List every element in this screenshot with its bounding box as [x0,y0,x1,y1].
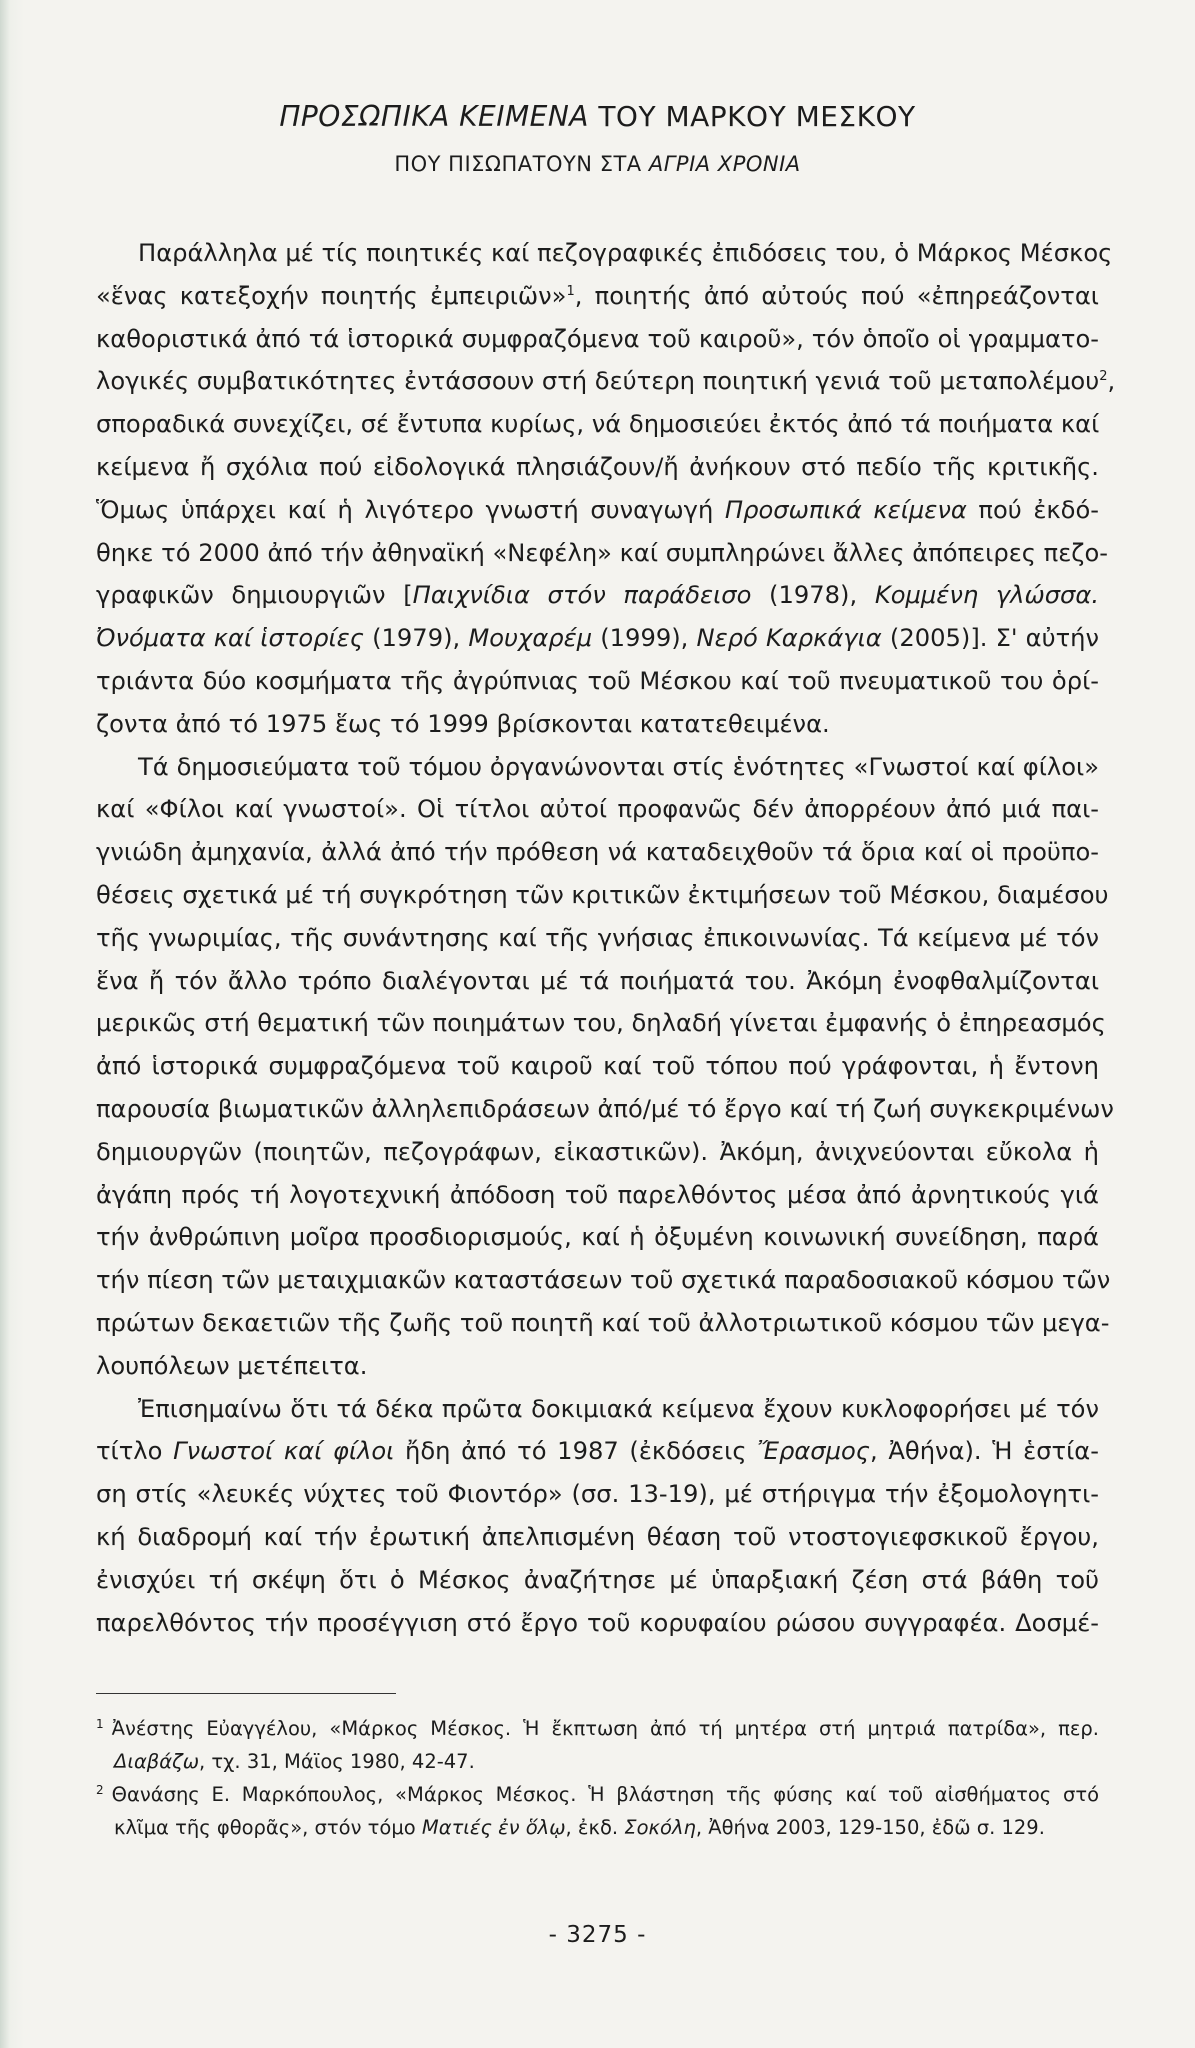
body-text [96,232,1116,1644]
text-line: πρώτων δεκαετιῶν τῆς ζωῆς τοῦ ποιητῆ καί τοῦ ἀλλοτριωτικοῦ κόσμου τῶν μεγα- [96,1308,1110,1337]
text-line: Ὀνόματα καί ἱστορίες (1979), Μουχαρέμ (1999), Νερό Καρκάγια (2005)]. Σ' αὐτήν [96,624,1099,653]
text-line: σποραδικά συνεχίζει, σέ ἔντυπα κυρίως, νά δημοσιεύει ἐκτός ἀπό τά ποιήματα καί [96,410,1100,439]
text-line: καθοριστικά ἀπό τά ἱστορικά συμφραζόμενα τοῦ καιροῦ», τόν ὁποῖο οἱ γραμματο- [96,324,1099,353]
paragraph-1 [96,232,1116,746]
title-italic: ΠΡΟΣΩΠΙΚΑ ΚΕΙΜΕΝΑ [279,100,589,133]
text-line: γραφικῶν δημιουργιῶν [Παιχνίδια στόν παράδεισο (1978), Κομμένη γλώσσα. [96,581,1100,610]
text-line: Παράλληλα μέ τίς ποιητικές καί πεζογραφικές ἐπιδόσεις του, ὁ Μάρκος Μέσκος [138,239,1113,267]
footnote-1: $^1$ Ἀνέστης Εὐαγγέλου, «Μάρκος Μέσκος. Ἡ ἔκπτωση ἀπό τή μητέρα στή μητριά πατρίδα», περ. [96,1716,1099,1740]
text-line: ση στίς «λευκές νύχτες τοῦ Φιοντόρ» (σσ. 13-19), μέ στήριγμα τήν ἐξομολογητι- [96,1480,1099,1509]
text-line: Ὅμως ὑπάρχει καί ἡ λιγότερο γνωστή συναγωγή Προσωπικά κείμενα πού ἐκδό- [96,495,1099,524]
subtitle-plain: ΠΟΥ ΠΙΣΩΠΑΤΟΥΝ ΣΤΑ [394,152,649,176]
text-line: κείμενα ἤ σχόλια πού εἰδολογικά πλησιάζουν/ἤ ἀνήκουν στό πεδίο τῆς κριτικῆς. [96,452,1099,481]
text-line: θέσεις σχετικά μέ τή συγκρότηση τῶν κριτικῶν ἐκτιμήσεων τοῦ Μέσκου, διαμέσου [96,880,1109,909]
text-line: ζοντα ἀπό τό 1975 ἕως τό 1999 βρίσκονται κατατεθειμένα. [96,709,830,738]
subtitle-italic: ΑΓΡΙΑ ΧΡΟΝΙΑ [648,152,801,176]
footnote-ref-2: 2 [1099,369,1108,385]
title-rest: ΤΟΥ ΜΑΡΚΟΥ ΜΕΣΚΟΥ [588,100,916,133]
text-line: τριάντα δύο κοσμήματα τῆς ἀγρύπνιας τοῦ Μέσκου καί τοῦ πνευματικοῦ του ὁρί- [96,666,1099,695]
footnotes [96,1712,1099,1844]
text-line: λογικές συμβατικότητες ἐντάσσουν στή δεύτερη ποιητική γενιά τοῦ μεταπολέμου$^2$, [96,367,1116,396]
text-line: ἀπό ἱστορικά συμφραζόμενα τοῦ καιροῦ καί τοῦ τόπου πού γράφονται, ἡ ἔντονη [96,1052,1099,1081]
footnote-1-cont: Διαβάζω, τχ. 31, Μάϊος 1980, 42-47. [114,1750,475,1773]
text-line: δημιουργῶν (ποιητῶν, πεζογράφων, εἰκαστικῶν). Ἀκόμη, ἀνιχνεύονται εὔκολα ἡ [96,1137,1099,1166]
text-line: θηκε τό 2000 ἀπό τήν ἀθηναϊκή «Νεφέλη» καί συμπληρώνει ἄλλες ἀπόπειρες πεζο- [96,538,1108,567]
text-line: μερικῶς στή θεματική τῶν ποιημάτων του, δηλαδή γίνεται ἐμφανής ὁ ἐπηρεασμός [96,1009,1106,1038]
footnote-2-cont: κλῖμα τῆς φθορᾶς», στόν τόμο Ματιές ἐν ὅλῳ, ἐκδ. Σοκόλη, Ἀθήνα 2003, 129-150, ἐδῶ σ. 129. [114,1816,1045,1839]
text-line: παρελθόντος τήν προσέγγιση στό ἔργο τοῦ κορυφαίου ρώσου συγγραφέα. Δοσμέ- [96,1608,1099,1637]
page-title [0,100,1195,133]
text-line: παρουσία βιωματικῶν ἀλληλεπιδράσεων ἀπό/μέ τό ἔργο καί τή ζωή συγκεκριμένων [96,1094,1114,1123]
text-line: Ἐπισημαίνω ὅτι τά δέκα πρῶτα δοκιμιακά κείμενα ἔχουν κυκλοφορήσει μέ τόν [138,1394,1099,1423]
text-line: ἕνα ἤ τόν ἄλλο τρόπο διαλέγονται μέ τά ποιήματά του. Ἀκόμη ἐνοφθαλμίζονται [96,966,1099,995]
text-line: ἐνισχύει τή σκέψη ὅτι ὁ Μέσκος ἀναζήτησε μέ ὑπαρξιακή ζέση στά βάθη τοῦ [96,1565,1099,1594]
footnote-ref-1: 1 [566,283,575,299]
footnote-2: $^2$ Θανάσης Ε. Μαρκόπουλος, «Μάρκος Μέσκος. Ἡ βλάστηση τῆς φύσης καί τοῦ αἰσθήματος στό [96,1782,1099,1806]
text-line: τήν πίεση τῶν μεταιχμιακῶν καταστάσεων τοῦ σχετικά παραδοσιακοῦ κόσμου τῶν [96,1266,1111,1295]
footnote-divider [96,1693,396,1694]
page-subtitle [0,152,1195,176]
text-line: τίτλο Γνωστοί καί φίλοι ἤδη ἀπό τό 1987 (ἐκδόσεις Ἔρασμος, Ἀθήνα). Ἡ ἑστία- [96,1437,1099,1466]
text-line: λουπόλεων μετέπειτα. [96,1351,368,1380]
text-line: τῆς γνωριμίας, τῆς συνάντησης καί τῆς γνήσιας ἐπικοινωνίας. Τά κείμενα μέ τόν [96,923,1099,952]
text-line: καί «Φίλοι καί γνωστοί». Οἱ τίτλοι αὐτοί προφανῶς δέν ἀπορρέουν ἀπό μιά παι- [96,795,1099,824]
page-number: - 3275 - [548,1922,647,1948]
paragraph-3 [96,1388,1099,1645]
paragraph-2 [96,746,1114,1388]
text-line: γνιώδη ἀμηχανία, ἀλλά ἀπό τήν πρόθεση νά καταδειχθοῦν τά ὅρια καί οἱ προϋπο- [96,838,1099,867]
text-line: κή διαδρομή καί τήν ἐρωτική ἀπελπισμένη θέαση τοῦ ντοστογιεφσκικοῦ ἔργου, [96,1522,1099,1551]
text-line: «ἕνας κατεξοχήν ποιητής ἐμπειριῶν»$^1$, ποιητής ἀπό αὐτούς πού «ἐπηρεάζονται [96,281,1099,310]
text-line: Τά δημοσιεύματα τοῦ τόμου ὀργανώνονται στίς ἑνότητες «Γνωστοί καί φίλοι» [138,752,1099,781]
text-line: ἀγάπη πρός τή λογοτεχνική ἀπόδοση τοῦ παρελθόντος μέσα ἀπό ἀρνητικούς γιά [96,1180,1099,1209]
text-line: τήν ἀνθρώπινη μοῖρα προσδιορισμούς, καί ἡ ὀξυμένη κοινωνική συνείδηση, παρά [96,1223,1099,1252]
